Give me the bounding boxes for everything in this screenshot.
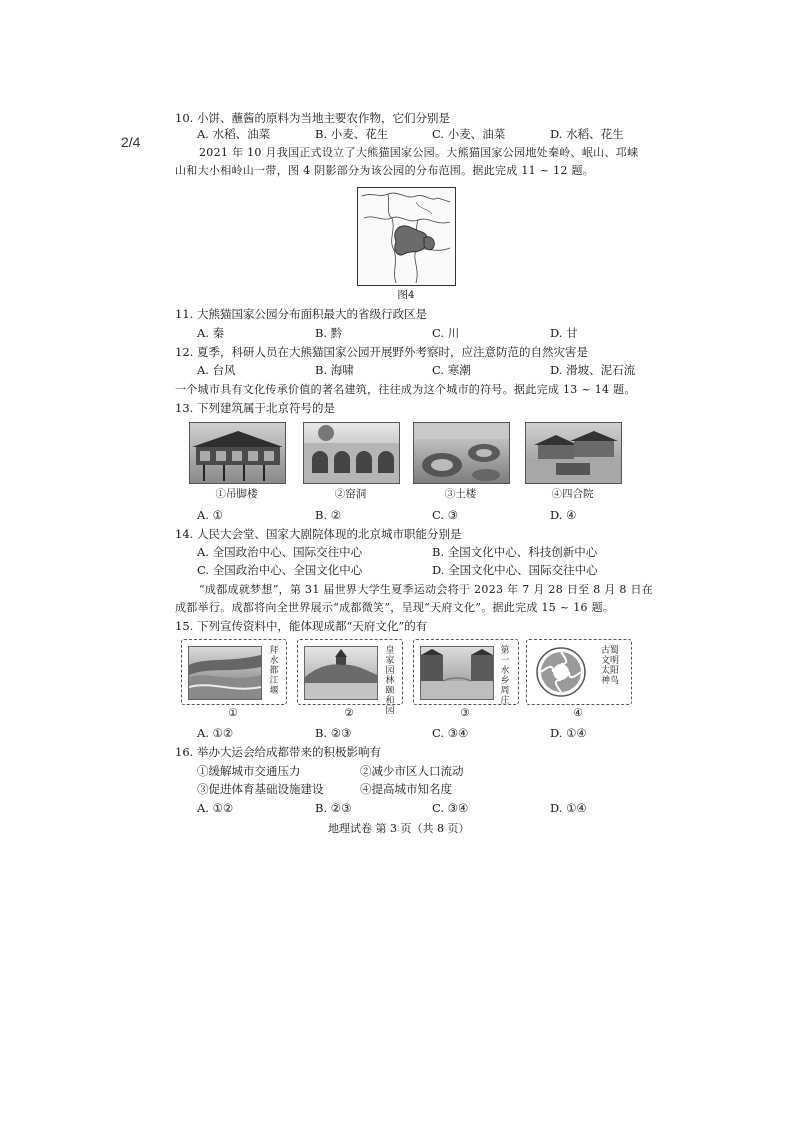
summer-palace-image [304,646,378,700]
palace-on-hill-image [305,647,377,699]
intro-city-symbol: 一个城市具有文化传承价值的著名建筑，往往成为这个城市的符号。据此完成 13 ~ 14 题。 [175,383,636,396]
q16-option-c: C. ③④ [432,801,469,815]
poster-3-text: 第一水乡周庄 [500,646,510,706]
photo-diaojiaolou [189,422,286,484]
cave-dwelling-image [304,423,399,483]
poster-sun-bird [526,639,632,705]
courtyard-house-image [526,423,621,483]
water-town-image [421,647,493,699]
river-dam-image [189,647,261,699]
poster-2-text: 皇家园林颐和园 [385,646,395,716]
poster-zhouzhuang [413,639,519,705]
stilted-building-image [190,423,285,483]
intro-universiade-line2: 成都举行。成都将向全世界展示“成都微笑”，呈现“天府文化”。据此完成 15 ~ 16 题。 [175,601,615,614]
photo-caption-3: ③土楼 [444,488,477,500]
q12-option-b: B. 海啸 [315,363,354,377]
intro-panda-park-line1: 2021 年 10 月我国正式设立了大熊猫国家公园。大熊猫国家公园地处秦岭、岷山、邛崃 [199,146,639,159]
intro-universiade-line1: “成都成就梦想”，第 31 届世界大学生夏季运动会将于 2023 年 7 月 28 日至 8 月 8 日在 [199,583,654,596]
q10-option-d: D. 水稻、花生 [550,127,624,141]
q16-statement-3: ③促进体育基础设施建设 [197,782,324,796]
question-16-stem: 16. 举办大运会给成都带来的积极影响有 [175,745,381,759]
q10-option-b: B. 小麦、花生 [315,127,389,141]
province-boundary-map [358,188,455,285]
page-footer: 地理试卷 第 3 页（共 8 页） [328,822,470,835]
q14-option-d: D. 全国文化中心、国际交往中心 [432,563,598,577]
question-11-stem: 11. 大熊猫国家公园分布面积最大的省级行政区是 [175,307,427,321]
question-14-stem: 14. 人民大会堂、国家大剧院体现的北京城市职能分别是 [175,527,462,541]
q14-option-a: A. 全国政治中心、国际交往中心 [197,545,363,559]
page-indicator: 2/4 [121,134,141,150]
q16-statement-2: ②减少市区人口流动 [360,764,464,778]
question-15-stem: 15. 下列宣传资料中，能体现成都“天府文化”的有 [175,619,428,633]
q14-option-b: B. 全国文化中心、科技创新中心 [432,545,598,559]
q13-option-c: C. ③ [432,508,459,522]
q10-option-a: A. 水稻、油菜 [197,127,271,141]
tulou-image [414,423,509,483]
q15-option-c: C. ③④ [432,726,469,740]
q11-option-c: C. 川 [432,326,460,340]
photo-caption-1: ①吊脚楼 [215,488,258,500]
q11-option-d: D. 甘 [550,326,578,340]
poster-dujiangyan [181,639,287,705]
poster-number-1: ① [228,707,238,719]
q13-option-b: B. ② [315,508,342,522]
q13-option-d: D. ④ [550,508,577,522]
poster-4-text: 古蜀文明太阳神鸟 [600,646,619,686]
intro-panda-park-line2: 山和大小相岭山一带，图 4 阴影部分为该公园的分布范围。据此完成 11 ~ 12 题。 [175,164,595,177]
poster-1-text: 拜水都江堰 [269,646,279,696]
q12-option-a: A. 台风 [197,363,236,377]
q16-option-a: A. ①② [197,801,234,815]
figure-4-caption: 图4 [397,289,415,301]
q12-option-d: D. 滑坡、泥石流 [550,363,636,377]
q13-option-a: A. ① [197,508,223,522]
photo-tulou [413,422,510,484]
poster-number-2: ② [344,707,354,719]
q16-option-b: B. ②③ [315,801,352,815]
q10-option-c: C. 小麦、油菜 [432,127,506,141]
figure-4-map [357,187,456,286]
q16-statement-4: ④提高城市知名度 [360,782,452,796]
photo-caption-4: ④四合院 [551,488,594,500]
photo-yaodong [303,422,400,484]
q11-option-a: A. 秦 [197,326,225,340]
sun-bird-gold-disc-icon [535,646,587,698]
photo-siheyuan [525,422,622,484]
q11-option-b: B. 黔 [315,326,343,340]
q12-option-c: C. 寒潮 [432,363,471,377]
sun-bird-image [535,646,587,698]
question-13-stem: 13. 下列建筑属于北京符号的是 [175,401,335,415]
poster-summer-palace [297,639,403,716]
question-10-stem: 10. 小饼、蘸酱的原料为当地主要农作物，它们分别是 [175,111,450,125]
q15-option-a: A. ①② [197,726,234,740]
q16-statement-1: ①缓解城市交通压力 [197,764,301,778]
q16-option-d: D. ①④ [550,801,587,815]
q14-option-c: C. 全国政治中心、全国文化中心 [197,563,363,577]
zhouzhuang-image [420,646,494,700]
q15-option-b: B. ②③ [315,726,352,740]
poster-number-4: ④ [573,707,583,719]
poster-number-3: ③ [460,707,470,719]
q15-option-d: D. ①④ [550,726,587,740]
question-12-stem: 12. 夏季，科研人员在大熊猫国家公园开展野外考察时，应注意防范的自然灾害是 [175,345,588,359]
photo-caption-2: ②窑洞 [334,488,367,500]
dujiangyan-image [188,646,262,700]
